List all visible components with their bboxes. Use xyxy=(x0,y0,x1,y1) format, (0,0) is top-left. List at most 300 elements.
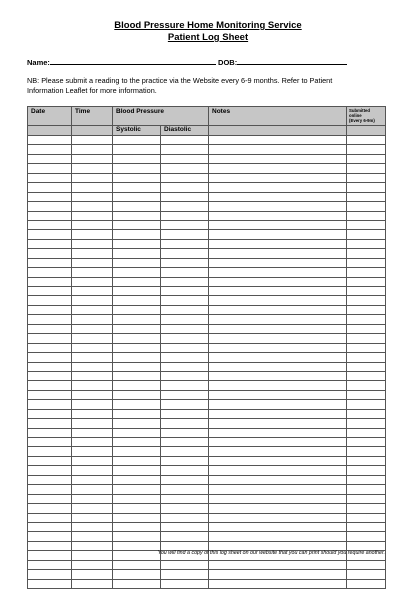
date-cell[interactable] xyxy=(28,428,72,437)
notes-cell[interactable] xyxy=(209,371,347,380)
systolic-cell[interactable] xyxy=(113,277,161,286)
patient-details-line xyxy=(27,56,387,68)
notes-cell[interactable] xyxy=(209,230,347,239)
submitted-cell[interactable] xyxy=(347,400,386,409)
submitted-cell[interactable] xyxy=(347,296,386,305)
time-cell[interactable] xyxy=(72,296,113,305)
time-cell[interactable] xyxy=(72,447,113,456)
diastolic-cell[interactable] xyxy=(161,249,209,258)
diastolic-cell[interactable] xyxy=(161,381,209,390)
time-cell[interactable] xyxy=(72,287,113,296)
submitted-cell[interactable] xyxy=(347,239,386,248)
date-cell[interactable] xyxy=(28,305,72,314)
table-row xyxy=(28,239,386,248)
time-cell[interactable] xyxy=(72,249,113,258)
submitted-cell[interactable] xyxy=(347,249,386,258)
systolic-cell[interactable] xyxy=(113,513,161,522)
diastolic-cell[interactable] xyxy=(161,183,209,192)
date-cell[interactable] xyxy=(28,475,72,484)
time-cell[interactable] xyxy=(72,362,113,371)
systolic-cell[interactable] xyxy=(113,504,161,513)
systolic-cell[interactable] xyxy=(113,381,161,390)
submitted-cell[interactable] xyxy=(347,211,386,220)
submitted-cell[interactable] xyxy=(347,475,386,484)
notes-cell[interactable] xyxy=(209,305,347,314)
date-cell[interactable] xyxy=(28,456,72,465)
table-row xyxy=(28,287,386,296)
diastolic-cell[interactable] xyxy=(161,202,209,211)
diastolic-cell[interactable] xyxy=(161,230,209,239)
systolic-cell[interactable] xyxy=(113,475,161,484)
diastolic-cell[interactable] xyxy=(161,485,209,494)
diastolic-cell[interactable] xyxy=(161,324,209,333)
time-cell[interactable] xyxy=(72,145,113,154)
date-cell[interactable] xyxy=(28,532,72,541)
systolic-cell[interactable] xyxy=(113,466,161,475)
time-cell[interactable] xyxy=(72,305,113,314)
date-cell[interactable] xyxy=(28,504,72,513)
submitted-cell[interactable] xyxy=(347,438,386,447)
notes-cell[interactable] xyxy=(209,456,347,465)
diastolic-cell[interactable] xyxy=(161,343,209,352)
diastolic-cell[interactable] xyxy=(161,400,209,409)
submitted-cell[interactable] xyxy=(347,570,386,579)
date-cell[interactable] xyxy=(28,466,72,475)
submitted-cell[interactable] xyxy=(347,258,386,267)
systolic-cell[interactable] xyxy=(113,428,161,437)
diastolic-cell[interactable] xyxy=(161,494,209,503)
systolic-cell[interactable] xyxy=(113,324,161,333)
notes-cell[interactable] xyxy=(209,475,347,484)
time-cell[interactable] xyxy=(72,438,113,447)
notes-cell[interactable] xyxy=(209,136,347,145)
time-cell[interactable] xyxy=(72,504,113,513)
date-cell[interactable] xyxy=(28,513,72,522)
submitted-cell[interactable] xyxy=(347,362,386,371)
date-cell[interactable] xyxy=(28,400,72,409)
table-row xyxy=(28,504,386,513)
time-cell[interactable] xyxy=(72,419,113,428)
systolic-cell[interactable] xyxy=(113,353,161,362)
notes-cell[interactable] xyxy=(209,560,347,569)
table-row xyxy=(28,381,386,390)
diastolic-cell[interactable] xyxy=(161,456,209,465)
time-cell[interactable] xyxy=(72,324,113,333)
submitted-cell[interactable] xyxy=(347,419,386,428)
submitted-cell[interactable] xyxy=(347,456,386,465)
diastolic-cell[interactable] xyxy=(161,315,209,324)
notes-cell[interactable] xyxy=(209,353,347,362)
notes-cell[interactable] xyxy=(209,532,347,541)
table-row xyxy=(28,570,386,579)
date-cell[interactable] xyxy=(28,164,72,173)
time-cell[interactable] xyxy=(72,400,113,409)
submitted-cell[interactable] xyxy=(347,136,386,145)
time-cell[interactable] xyxy=(72,211,113,220)
notes-cell[interactable] xyxy=(209,324,347,333)
diastolic-cell[interactable] xyxy=(161,164,209,173)
notes-cell[interactable] xyxy=(209,258,347,267)
time-cell[interactable] xyxy=(72,485,113,494)
systolic-cell[interactable] xyxy=(113,438,161,447)
systolic-cell[interactable] xyxy=(113,456,161,465)
notes-cell[interactable] xyxy=(209,485,347,494)
time-cell[interactable] xyxy=(72,164,113,173)
time-cell[interactable] xyxy=(72,220,113,229)
diastolic-cell[interactable] xyxy=(161,504,209,513)
date-cell[interactable] xyxy=(28,154,72,163)
table-row xyxy=(28,249,386,258)
systolic-cell[interactable] xyxy=(113,532,161,541)
diastolic-cell[interactable] xyxy=(161,419,209,428)
diastolic-cell[interactable] xyxy=(161,296,209,305)
diastolic-cell[interactable] xyxy=(161,438,209,447)
diastolic-cell[interactable] xyxy=(161,334,209,343)
notes-cell[interactable] xyxy=(209,381,347,390)
systolic-cell[interactable] xyxy=(113,296,161,305)
notes-cell[interactable] xyxy=(209,504,347,513)
time-cell[interactable] xyxy=(72,268,113,277)
time-cell[interactable] xyxy=(72,315,113,324)
diastolic-cell[interactable] xyxy=(161,287,209,296)
date-cell[interactable] xyxy=(28,334,72,343)
systolic-cell[interactable] xyxy=(113,192,161,201)
date-cell[interactable] xyxy=(28,579,72,588)
systolic-cell[interactable] xyxy=(113,230,161,239)
time-cell[interactable] xyxy=(72,258,113,267)
systolic-cell[interactable] xyxy=(113,570,161,579)
notes-cell[interactable] xyxy=(209,192,347,201)
submitted-cell[interactable] xyxy=(347,371,386,380)
systolic-cell[interactable] xyxy=(113,419,161,428)
table-row xyxy=(28,258,386,267)
systolic-cell[interactable] xyxy=(113,494,161,503)
diastolic-cell[interactable] xyxy=(161,258,209,267)
notes-cell[interactable] xyxy=(209,173,347,182)
notes-cell[interactable] xyxy=(209,419,347,428)
notes-cell[interactable] xyxy=(209,202,347,211)
time-cell[interactable] xyxy=(72,428,113,437)
diastolic-cell[interactable] xyxy=(161,145,209,154)
diastolic-cell[interactable] xyxy=(161,136,209,145)
diastolic-cell[interactable] xyxy=(161,371,209,380)
time-cell[interactable] xyxy=(72,192,113,201)
submitted-cell[interactable] xyxy=(347,504,386,513)
log-table-body xyxy=(28,136,386,589)
notes-cell[interactable] xyxy=(209,400,347,409)
systolic-cell[interactable] xyxy=(113,154,161,163)
systolic-cell[interactable] xyxy=(113,287,161,296)
submitted-cell[interactable] xyxy=(347,268,386,277)
notes-cell[interactable] xyxy=(209,334,347,343)
date-cell[interactable] xyxy=(28,287,72,296)
diastolic-cell[interactable] xyxy=(161,353,209,362)
notes-cell[interactable] xyxy=(209,343,347,352)
systolic-cell[interactable] xyxy=(113,211,161,220)
time-cell[interactable] xyxy=(72,239,113,248)
time-cell[interactable] xyxy=(72,343,113,352)
systolic-cell[interactable] xyxy=(113,560,161,569)
notes-cell[interactable] xyxy=(209,145,347,154)
notes-cell[interactable] xyxy=(209,428,347,437)
notes-cell[interactable] xyxy=(209,268,347,277)
date-cell[interactable] xyxy=(28,173,72,182)
systolic-cell[interactable] xyxy=(113,258,161,267)
submitted-cell[interactable] xyxy=(347,560,386,569)
notes-cell[interactable] xyxy=(209,183,347,192)
submitted-cell[interactable] xyxy=(347,315,386,324)
table-row xyxy=(28,136,386,145)
systolic-cell[interactable] xyxy=(113,202,161,211)
diastolic-cell[interactable] xyxy=(161,211,209,220)
submitted-cell[interactable] xyxy=(347,390,386,399)
table-row xyxy=(28,315,386,324)
date-cell[interactable] xyxy=(28,296,72,305)
notes-cell[interactable] xyxy=(209,315,347,324)
submitted-cell[interactable] xyxy=(347,485,386,494)
systolic-cell[interactable] xyxy=(113,315,161,324)
submitted-cell[interactable] xyxy=(347,494,386,503)
submitted-cell[interactable] xyxy=(347,466,386,475)
submitted-cell[interactable] xyxy=(347,513,386,522)
submitted-cell[interactable] xyxy=(347,173,386,182)
diastolic-cell[interactable] xyxy=(161,220,209,229)
table-row xyxy=(28,532,386,541)
date-cell[interactable] xyxy=(28,560,72,569)
date-cell[interactable] xyxy=(28,268,72,277)
date-cell[interactable] xyxy=(28,494,72,503)
time-cell[interactable] xyxy=(72,532,113,541)
table-row xyxy=(28,183,386,192)
date-cell[interactable] xyxy=(28,145,72,154)
submitted-cell[interactable] xyxy=(347,447,386,456)
submitted-cell[interactable] xyxy=(347,154,386,163)
notes-cell[interactable] xyxy=(209,438,347,447)
notes-cell[interactable] xyxy=(209,249,347,258)
submitted-cell[interactable] xyxy=(347,343,386,352)
table-row xyxy=(28,456,386,465)
diastolic-cell[interactable] xyxy=(161,466,209,475)
systolic-cell[interactable] xyxy=(113,220,161,229)
submitted-cell[interactable] xyxy=(347,381,386,390)
notes-cell[interactable] xyxy=(209,154,347,163)
submitted-cell[interactable] xyxy=(347,305,386,314)
notes-cell[interactable] xyxy=(209,466,347,475)
time-cell[interactable] xyxy=(72,570,113,579)
systolic-cell[interactable] xyxy=(113,334,161,343)
submitted-cell[interactable] xyxy=(347,164,386,173)
date-cell[interactable] xyxy=(28,343,72,352)
date-cell[interactable] xyxy=(28,419,72,428)
systolic-cell[interactable] xyxy=(113,183,161,192)
notes-cell[interactable] xyxy=(209,390,347,399)
diastolic-cell[interactable] xyxy=(161,428,209,437)
systolic-header: Systolic xyxy=(113,126,161,136)
diastolic-cell[interactable] xyxy=(161,409,209,418)
systolic-cell[interactable] xyxy=(113,268,161,277)
diastolic-cell[interactable] xyxy=(161,173,209,182)
date-cell[interactable] xyxy=(28,381,72,390)
date-cell[interactable] xyxy=(28,390,72,399)
date-cell[interactable] xyxy=(28,570,72,579)
systolic-cell[interactable] xyxy=(113,145,161,154)
date-cell[interactable] xyxy=(28,485,72,494)
systolic-cell[interactable] xyxy=(113,362,161,371)
diastolic-cell[interactable] xyxy=(161,570,209,579)
systolic-cell[interactable] xyxy=(113,173,161,182)
time-cell[interactable] xyxy=(72,202,113,211)
notes-cell[interactable] xyxy=(209,296,347,305)
systolic-cell[interactable] xyxy=(113,305,161,314)
diastolic-cell[interactable] xyxy=(161,268,209,277)
time-cell[interactable] xyxy=(72,409,113,418)
date-cell[interactable] xyxy=(28,258,72,267)
submitted-cell[interactable] xyxy=(347,522,386,531)
date-cell[interactable] xyxy=(28,438,72,447)
time-cell[interactable] xyxy=(72,560,113,569)
notes-cell[interactable] xyxy=(209,494,347,503)
submitted-cell[interactable] xyxy=(347,409,386,418)
submitted-cell[interactable] xyxy=(347,183,386,192)
date-cell[interactable] xyxy=(28,362,72,371)
date-cell[interactable] xyxy=(28,277,72,286)
date-cell[interactable] xyxy=(28,183,72,192)
time-cell[interactable] xyxy=(72,183,113,192)
diastolic-cell[interactable] xyxy=(161,447,209,456)
notes-cell[interactable] xyxy=(209,277,347,286)
notes-cell[interactable] xyxy=(209,409,347,418)
time-cell[interactable] xyxy=(72,371,113,380)
notes-cell[interactable] xyxy=(209,513,347,522)
submitted-cell[interactable] xyxy=(347,220,386,229)
notes-cell[interactable] xyxy=(209,239,347,248)
time-cell[interactable] xyxy=(72,475,113,484)
date-cell[interactable] xyxy=(28,239,72,248)
submitted-cell[interactable] xyxy=(347,192,386,201)
diastolic-cell[interactable] xyxy=(161,560,209,569)
diastolic-cell[interactable] xyxy=(161,154,209,163)
notes-cell[interactable] xyxy=(209,447,347,456)
date-cell[interactable] xyxy=(28,192,72,201)
submitted-cell[interactable] xyxy=(347,334,386,343)
date-cell[interactable] xyxy=(28,220,72,229)
diastolic-cell[interactable] xyxy=(161,192,209,201)
diastolic-cell[interactable] xyxy=(161,532,209,541)
time-cell[interactable] xyxy=(72,173,113,182)
diastolic-cell[interactable] xyxy=(161,475,209,484)
date-cell[interactable] xyxy=(28,136,72,145)
date-cell[interactable] xyxy=(28,249,72,258)
submitted-cell[interactable] xyxy=(347,579,386,588)
time-cell[interactable] xyxy=(72,579,113,588)
time-cell[interactable] xyxy=(72,136,113,145)
notes-cell[interactable] xyxy=(209,570,347,579)
systolic-cell[interactable] xyxy=(113,249,161,258)
notes-cell[interactable] xyxy=(209,362,347,371)
submitted-cell[interactable] xyxy=(347,277,386,286)
submitted-cell[interactable] xyxy=(347,230,386,239)
table-row xyxy=(28,428,386,437)
systolic-cell[interactable] xyxy=(113,343,161,352)
systolic-cell[interactable] xyxy=(113,371,161,380)
time-cell[interactable] xyxy=(72,230,113,239)
systolic-cell[interactable] xyxy=(113,579,161,588)
diastolic-cell[interactable] xyxy=(161,579,209,588)
name-field[interactable] xyxy=(50,56,216,65)
date-cell[interactable] xyxy=(28,202,72,211)
submitted-cell[interactable] xyxy=(347,353,386,362)
date-header: Date xyxy=(28,107,72,126)
submitted-cell[interactable] xyxy=(347,202,386,211)
notes-cell[interactable] xyxy=(209,579,347,588)
systolic-cell[interactable] xyxy=(113,409,161,418)
systolic-cell[interactable] xyxy=(113,164,161,173)
date-cell[interactable] xyxy=(28,522,72,531)
date-cell[interactable] xyxy=(28,230,72,239)
date-cell[interactable] xyxy=(28,447,72,456)
date-cell[interactable] xyxy=(28,371,72,380)
time-cell[interactable] xyxy=(72,390,113,399)
systolic-cell[interactable] xyxy=(113,485,161,494)
diastolic-cell[interactable] xyxy=(161,513,209,522)
time-cell[interactable] xyxy=(72,466,113,475)
systolic-cell[interactable] xyxy=(113,136,161,145)
systolic-cell[interactable] xyxy=(113,447,161,456)
diastolic-cell[interactable] xyxy=(161,239,209,248)
notes-cell[interactable] xyxy=(209,287,347,296)
submitted-cell[interactable] xyxy=(347,532,386,541)
time-cell[interactable] xyxy=(72,334,113,343)
table-row xyxy=(28,494,386,503)
submitted-cell[interactable] xyxy=(347,287,386,296)
diastolic-cell[interactable] xyxy=(161,362,209,371)
submitted-cell[interactable] xyxy=(347,428,386,437)
systolic-cell[interactable] xyxy=(113,400,161,409)
table-row xyxy=(28,390,386,399)
time-cell[interactable] xyxy=(72,154,113,163)
instructions-note xyxy=(27,76,372,96)
diastolic-cell[interactable] xyxy=(161,522,209,531)
table-row xyxy=(28,438,386,447)
notes-cell[interactable] xyxy=(209,522,347,531)
time-cell[interactable] xyxy=(72,456,113,465)
time-cell[interactable] xyxy=(72,381,113,390)
dob-field[interactable] xyxy=(237,56,347,65)
time-cell[interactable] xyxy=(72,522,113,531)
time-cell[interactable] xyxy=(72,353,113,362)
date-cell[interactable] xyxy=(28,324,72,333)
systolic-cell[interactable] xyxy=(113,390,161,399)
notes-cell[interactable] xyxy=(209,220,347,229)
systolic-cell[interactable] xyxy=(113,239,161,248)
systolic-cell[interactable] xyxy=(113,522,161,531)
submitted-cell[interactable] xyxy=(347,145,386,154)
date-cell[interactable] xyxy=(28,353,72,362)
date-cell[interactable] xyxy=(28,315,72,324)
time-cell[interactable] xyxy=(72,513,113,522)
time-cell[interactable] xyxy=(72,494,113,503)
diastolic-cell[interactable] xyxy=(161,277,209,286)
submitted-cell[interactable] xyxy=(347,324,386,333)
notes-cell[interactable] xyxy=(209,164,347,173)
diastolic-cell[interactable] xyxy=(161,390,209,399)
table-row xyxy=(28,154,386,163)
diastolic-cell[interactable] xyxy=(161,305,209,314)
notes-cell[interactable] xyxy=(209,211,347,220)
time-cell[interactable] xyxy=(72,277,113,286)
date-cell[interactable] xyxy=(28,211,72,220)
date-cell[interactable] xyxy=(28,409,72,418)
